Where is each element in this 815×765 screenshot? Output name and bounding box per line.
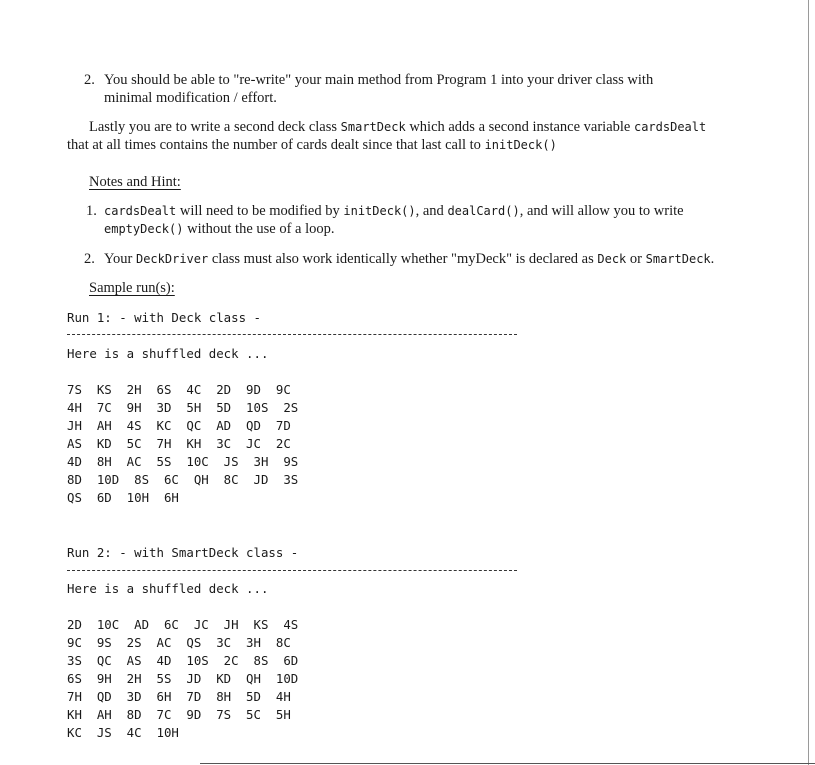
card-row: 6S 9H 2H 5S JD KD QH 10D xyxy=(67,671,299,686)
card-row: QS 6D 10H 6H xyxy=(67,490,179,505)
card-row: 3S QC AS 4D 10S 2C 8S 6D xyxy=(67,653,299,668)
run2-shuffled-label: Here is a shuffled deck ... xyxy=(67,581,269,596)
sample-runs-heading: Sample run(s): xyxy=(89,280,175,296)
list-number: 1. xyxy=(86,203,97,219)
code-cardsdealt: cardsDealt xyxy=(633,120,707,134)
note2-line: Your DeckDriver class must also work identically whether "myDeck" is declared as Deck or SmartDeck. xyxy=(104,251,715,267)
note1-line1: cardsDealt will need to be modified by initDeck(), and dealCard(), and will allow you to write xyxy=(104,203,684,219)
lastly-paragraph-line2: that at all times contains the number of cards dealt since that last call to initDeck() xyxy=(67,137,557,153)
separator-line xyxy=(67,570,517,571)
card-row: 9C 9S 2S AC QS 3C 3H 8C xyxy=(67,635,291,650)
card-row: 4D 8H AC 5S 10C JS 3H 9S xyxy=(67,454,299,469)
run1-header: Run 1: - with Deck class - xyxy=(67,310,261,325)
notes-heading: Notes and Hint: xyxy=(89,174,181,190)
lastly-paragraph-line1: Lastly you are to write a second deck class SmartDeck which adds a second instance variable cardsDealt xyxy=(89,119,707,135)
card-row: KH AH 8D 7C 9D 7S 5C 5H xyxy=(67,707,291,722)
note1-line2: emptyDeck() without the use of a loop. xyxy=(104,221,335,237)
page-bottom-border xyxy=(200,763,815,764)
list-number: 2. xyxy=(84,251,95,267)
card-row: 4H 7C 9H 3D 5H 5D 10S 2S xyxy=(67,400,299,415)
card-row: 2D 10C AD 6C JC JH KS 4S xyxy=(67,617,299,632)
list-number: 2. xyxy=(84,72,95,88)
run2-header: Run 2: - with SmartDeck class - xyxy=(67,545,299,560)
card-row: JH AH 4S KC QC AD QD 7D xyxy=(67,418,291,433)
code-initdeck: initDeck() xyxy=(484,138,557,152)
code-smartdeck: SmartDeck xyxy=(340,120,406,134)
item2-line2: minimal modification / effort. xyxy=(104,90,277,106)
card-row: 7S KS 2H 6S 4C 2D 9D 9C xyxy=(67,382,291,397)
card-row: 8D 10D 8S 6C QH 8C JD 3S xyxy=(67,472,299,487)
run1-shuffled-label: Here is a shuffled deck ... xyxy=(67,346,269,361)
card-row: KC JS 4C 10H xyxy=(67,725,179,740)
separator-line xyxy=(67,334,517,335)
page-right-border xyxy=(808,0,809,765)
card-row: AS KD 5C 7H KH 3C JC 2C xyxy=(67,436,291,451)
card-row: 7H QD 3D 6H 7D 8H 5D 4H xyxy=(67,689,291,704)
item2-line1: You should be able to "re-write" your main method from Program 1 into your driver class with xyxy=(104,72,654,88)
